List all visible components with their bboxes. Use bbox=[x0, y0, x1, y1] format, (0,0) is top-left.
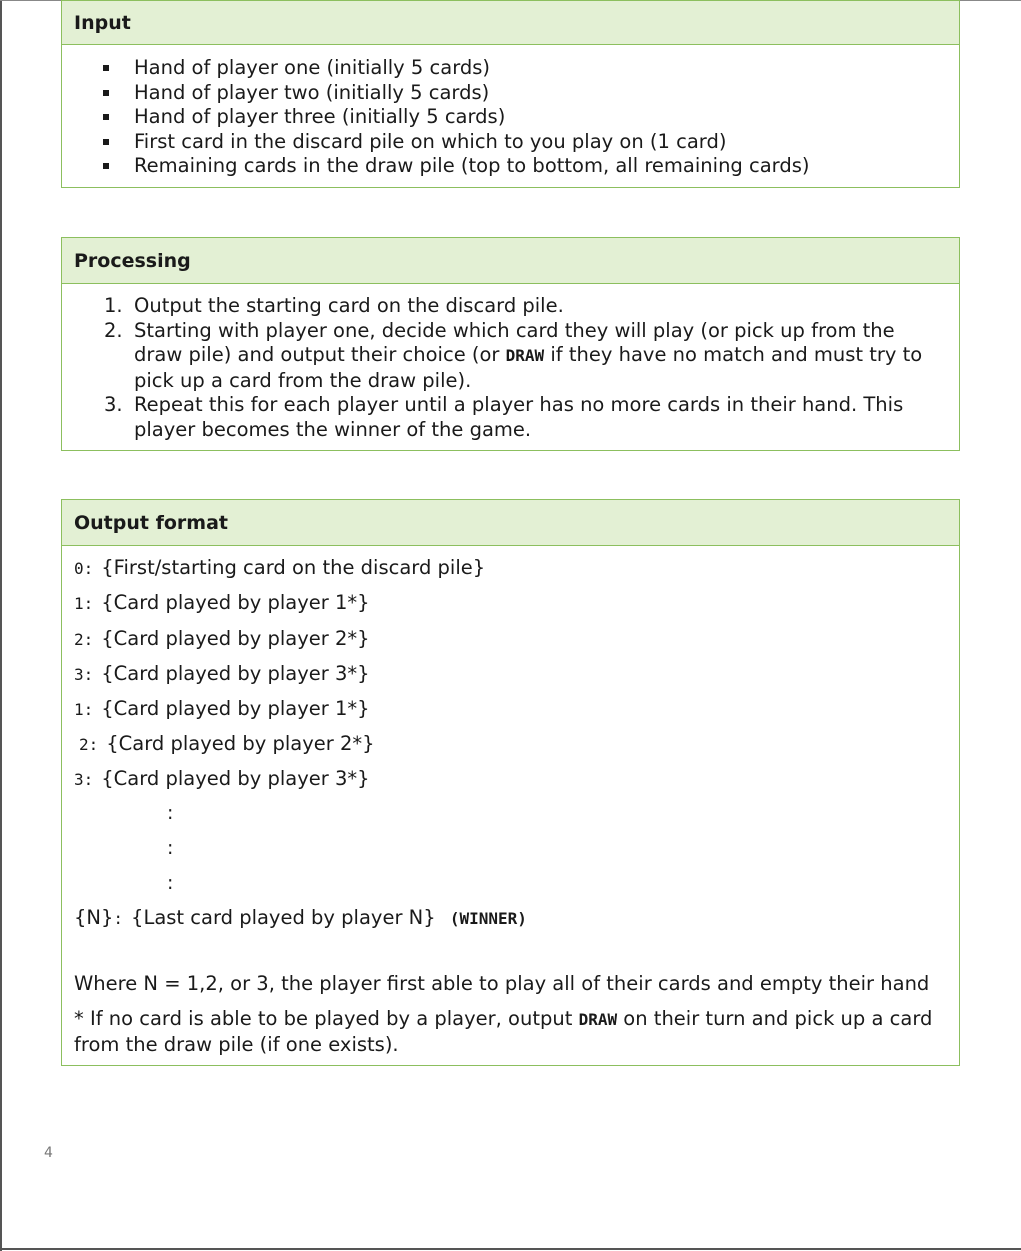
winner-line: {N}: {Last card played by player N} (WINNER) bbox=[74, 906, 527, 929]
list-item: 3. Repeat this for each player until a player has no more cards in their hand. This player becomes the winner of the game. bbox=[104, 393, 904, 441]
list-item: 2. Starting with player one, decide which card they will play (or pick up from the draw pile) and output their choice (or DRAW if they have no match and must try to pick up a card from the draw pile). bbox=[104, 318, 923, 392]
winner-tag: (WINNER) bbox=[449, 909, 527, 928]
page-bottom-edge bbox=[0, 1248, 1021, 1250]
output-line: 1: {Card played by player 1*} bbox=[74, 591, 370, 614]
input-box bbox=[61, 0, 960, 188]
bullet-icon bbox=[103, 114, 109, 120]
list-item: Hand of player one (initially 5 cards) bbox=[62, 56, 959, 81]
bullet-icon bbox=[103, 65, 109, 71]
output-line: 1: {Card played by player 1*} bbox=[74, 697, 370, 720]
footnote: * If no card is able to be played by a player, output DRAW on their turn and pick up a card from the draw pile (if one exists). bbox=[74, 1007, 933, 1056]
output-line: 2: {Card played by player 2*} bbox=[79, 732, 375, 755]
list-item: 1. Output the starting card on the discard pile. bbox=[104, 294, 564, 317]
output-format-box bbox=[61, 499, 960, 1066]
draw-code: DRAW bbox=[505, 346, 545, 366]
bullet-icon bbox=[103, 90, 109, 96]
list-item: Remaining cards in the draw pile (top to bottom, all remaining cards) bbox=[62, 154, 959, 179]
processing-steps bbox=[62, 294, 959, 443]
bullet-icon bbox=[103, 163, 109, 169]
list-item: Hand of player two (initially 5 cards) bbox=[62, 81, 959, 106]
output-line: 3: {Card played by player 3*} bbox=[74, 662, 370, 685]
output-line: 0: {First/starting card on the discard pile} bbox=[74, 556, 486, 579]
processing-box-title: Processing bbox=[62, 238, 959, 284]
processing-box bbox=[61, 237, 960, 451]
ellipsis-dots: : bbox=[167, 872, 174, 894]
ellipsis-dots: : bbox=[167, 802, 174, 824]
page-number: 4 bbox=[44, 1145, 53, 1161]
ellipsis-dots: : bbox=[167, 837, 174, 859]
input-box-title: Input bbox=[62, 1, 959, 45]
input-list bbox=[62, 56, 959, 179]
draw-code: DRAW bbox=[578, 1010, 618, 1029]
output-line: 3: {Card played by player 3*} bbox=[74, 767, 370, 790]
list-item: Hand of player three (initially 5 cards) bbox=[62, 105, 959, 130]
page-left-edge bbox=[0, 0, 2, 1251]
where-note: Where N = 1,2, or 3, the player first able to play all of their cards and empty their hand bbox=[74, 972, 930, 995]
output-format-box-title: Output format bbox=[62, 500, 959, 546]
output-line: 2: {Card played by player 2*} bbox=[74, 627, 370, 650]
list-item: First card in the discard pile on which to you play on (1 card) bbox=[62, 130, 959, 155]
bullet-icon bbox=[103, 139, 109, 145]
